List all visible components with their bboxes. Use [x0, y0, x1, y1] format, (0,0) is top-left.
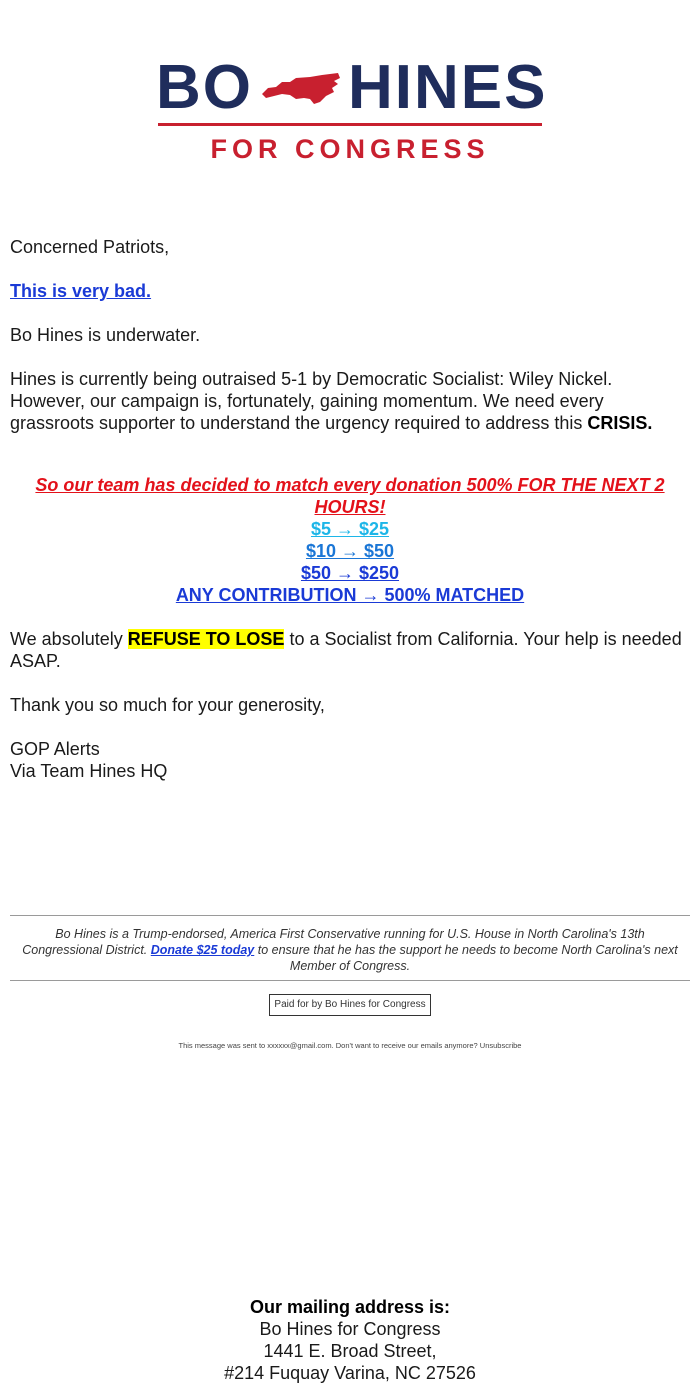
- logo-last-name: HINES: [348, 53, 548, 122]
- sent-to-text: This message was sent to xxxxxx@gmail.com. Don't want to receive our emails anymore?: [178, 1041, 478, 1050]
- footer-blurb-after: to ensure that he has the support he needs to become North Carolina's next Member of Congress.: [257, 943, 678, 973]
- mailing-address-line-1: Bo Hines for Congress: [259, 1319, 441, 1339]
- mailing-address-line-2: 1441 E. Broad Street,: [263, 1341, 437, 1361]
- mailing-address: [10, 1296, 690, 1384]
- donate-10-link[interactable]: $10 → $50: [305, 541, 395, 561]
- logo-subtitle: FOR CONGRESS: [210, 134, 490, 164]
- footer-divider-bottom: [10, 980, 690, 981]
- north-carolina-icon: [260, 72, 342, 106]
- logo-divider: [158, 123, 542, 126]
- donate-50-link[interactable]: $50 → $250: [300, 563, 400, 583]
- refuse-before: We absolutely: [10, 629, 123, 649]
- footer-blurb: [20, 926, 680, 974]
- refuse-highlight: REFUSE TO LOSE: [127, 629, 285, 649]
- crisis-text: CRISIS.: [587, 413, 653, 433]
- match-title[interactable]: So our team has decided to match every donation 500% FOR THE NEXT 2 HOURS!: [35, 475, 665, 517]
- donate-any-link[interactable]: ANY CONTRIBUTION → 500% MATCHED: [175, 585, 525, 605]
- sent-to-notice: [10, 1041, 690, 1050]
- signature-line-2: Via Team Hines HQ: [10, 761, 168, 781]
- thanks-text: Thank you so much for your generosity,: [10, 695, 325, 715]
- this-is-very-bad-link[interactable]: This is very bad.: [10, 281, 152, 301]
- main-paragraph: [10, 368, 690, 434]
- logo-first-name: BO: [156, 53, 253, 122]
- mailing-address-line-3: #214 Fuquay Varina, NC 27526: [224, 1363, 476, 1383]
- campaign-logo: [150, 53, 550, 168]
- footer-blurb-before: Bo Hines is a Trump-endorsed, America First Conservative running for U.S. House in North Carolina's 13th Congressional District.: [22, 927, 645, 957]
- refuse-after: to a Socialist from California. Your help is needed ASAP.: [10, 629, 682, 671]
- headline-link-block: [10, 280, 690, 302]
- main-paragraph-text: Hines is currently being outraised 5-1 by Democratic Socialist: Wiley Nickel. However, our campaign is, fortunately, gaining momentum. We need every grassroots supporter to understand the urgency required to address this: [10, 369, 613, 433]
- footer-divider-top: [10, 915, 690, 916]
- donate-5-link[interactable]: $5 → $25: [310, 519, 390, 539]
- signature: [10, 738, 690, 782]
- logo-wordmark: [150, 53, 550, 122]
- underwater-text: Bo Hines is underwater.: [10, 325, 201, 345]
- mailing-address-heading: Our mailing address is:: [249, 1297, 451, 1317]
- signature-line-1: GOP Alerts: [10, 739, 100, 759]
- unsubscribe-link[interactable]: Unsubscribe: [479, 1041, 522, 1050]
- greeting: Concerned Patriots,: [10, 237, 170, 257]
- paid-for-disclaimer: Paid for by Bo Hines for Congress: [269, 994, 431, 1016]
- refuse-paragraph: [10, 628, 690, 672]
- donate-25-link[interactable]: Donate $25 today: [150, 943, 255, 957]
- match-offer: [10, 474, 690, 606]
